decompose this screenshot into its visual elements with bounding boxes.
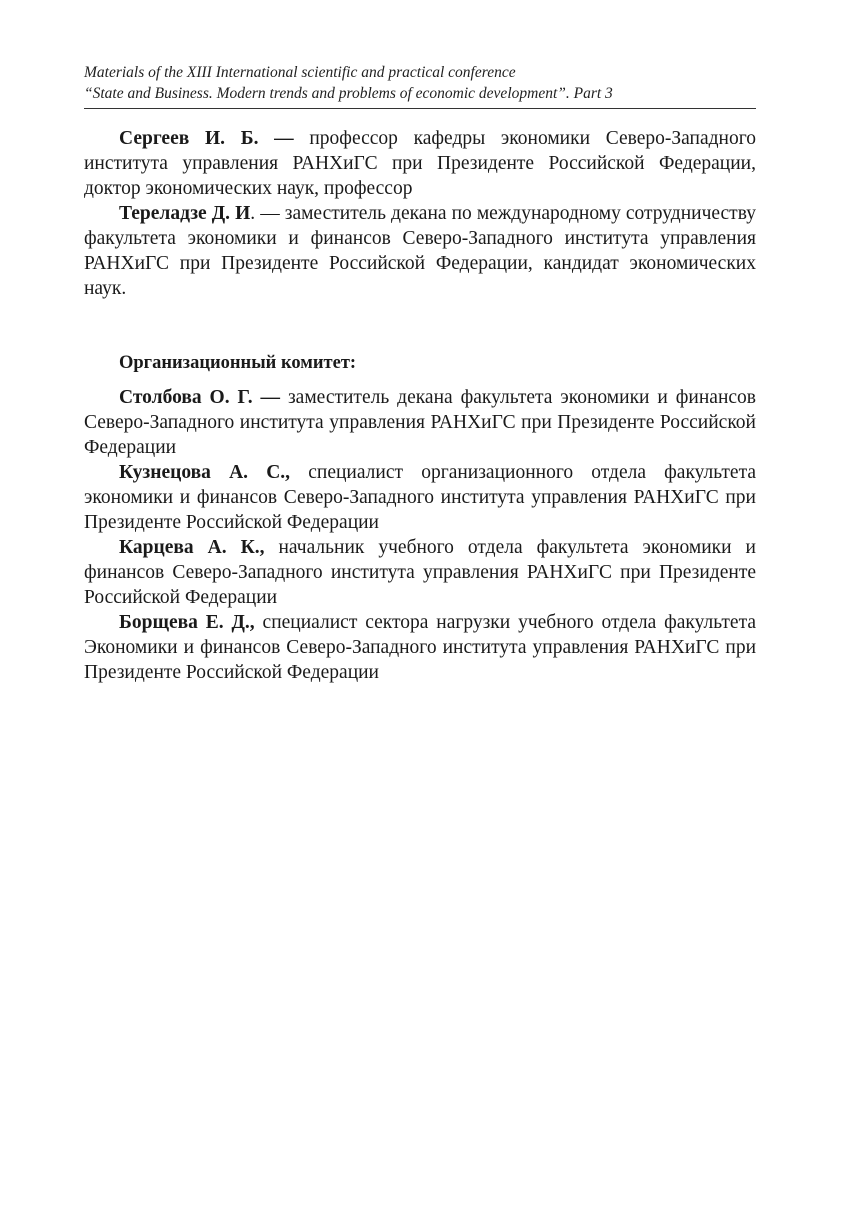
person-description: заместитель декана факультета экономики и финансов Северо-Западного института управления РАНХиГС при Президенте Российской Федерации: [84, 387, 756, 458]
person-entry-sergeev: [84, 126, 756, 201]
person-description: специалист сектора нагрузки учебного отдела факультета Экономики и финансов Северо-Западного института управления РАНХиГС при Президенте Российской Федерации: [84, 612, 756, 683]
running-header-line-2: “State and Business. Modern trends and problems of economic development”. Part 3: [84, 85, 613, 102]
running-header: [84, 62, 756, 104]
person-name: Столбова О. Г. —: [119, 387, 281, 408]
person-entry-kuznetsova: [84, 460, 756, 535]
person-name: Тереладзе Д. И: [119, 203, 251, 224]
person-description: специалист организационного отдела факультета экономики и финансов Северо-Западного института управления РАНХиГС при Президенте Российской Федерации: [84, 462, 757, 533]
person-description: профессор кафедры экономики Северо-Западного института управления РАНХиГС при Президенте Российской Федерации, доктор экономических наук, профессор: [84, 128, 756, 199]
person-entry-stolbova: [84, 385, 756, 460]
person-name: Карцева А. К.,: [119, 537, 265, 558]
person-entry-kartseva: [84, 535, 756, 610]
person-description: начальник учебного отдела факультета экономики и финансов Северо-Западного института управления РАНХиГС при Президенте Российской Федерации: [84, 537, 756, 608]
person-name: Борщева Е. Д.,: [119, 612, 255, 633]
page-body: [84, 126, 756, 685]
header-divider: [84, 108, 756, 109]
section-title-organizing-committee: Организационный комитет:: [119, 353, 357, 373]
person-name: Сергеев И. Б. —: [119, 128, 294, 149]
running-header-line-1: Materials of the XIII International scientific and practical conference: [84, 64, 516, 81]
person-name: Кузнецова А. С.,: [119, 462, 291, 483]
person-entry-borshcheva: [84, 610, 756, 685]
person-description: . — заместитель декана по международному сотрудничеству факультета экономики и финансов Северо-Западного института управления РАНХиГС при Президенте Российской Федерации, кандидат экономических наук.: [84, 203, 756, 299]
person-entry-tereladze: [84, 201, 756, 301]
